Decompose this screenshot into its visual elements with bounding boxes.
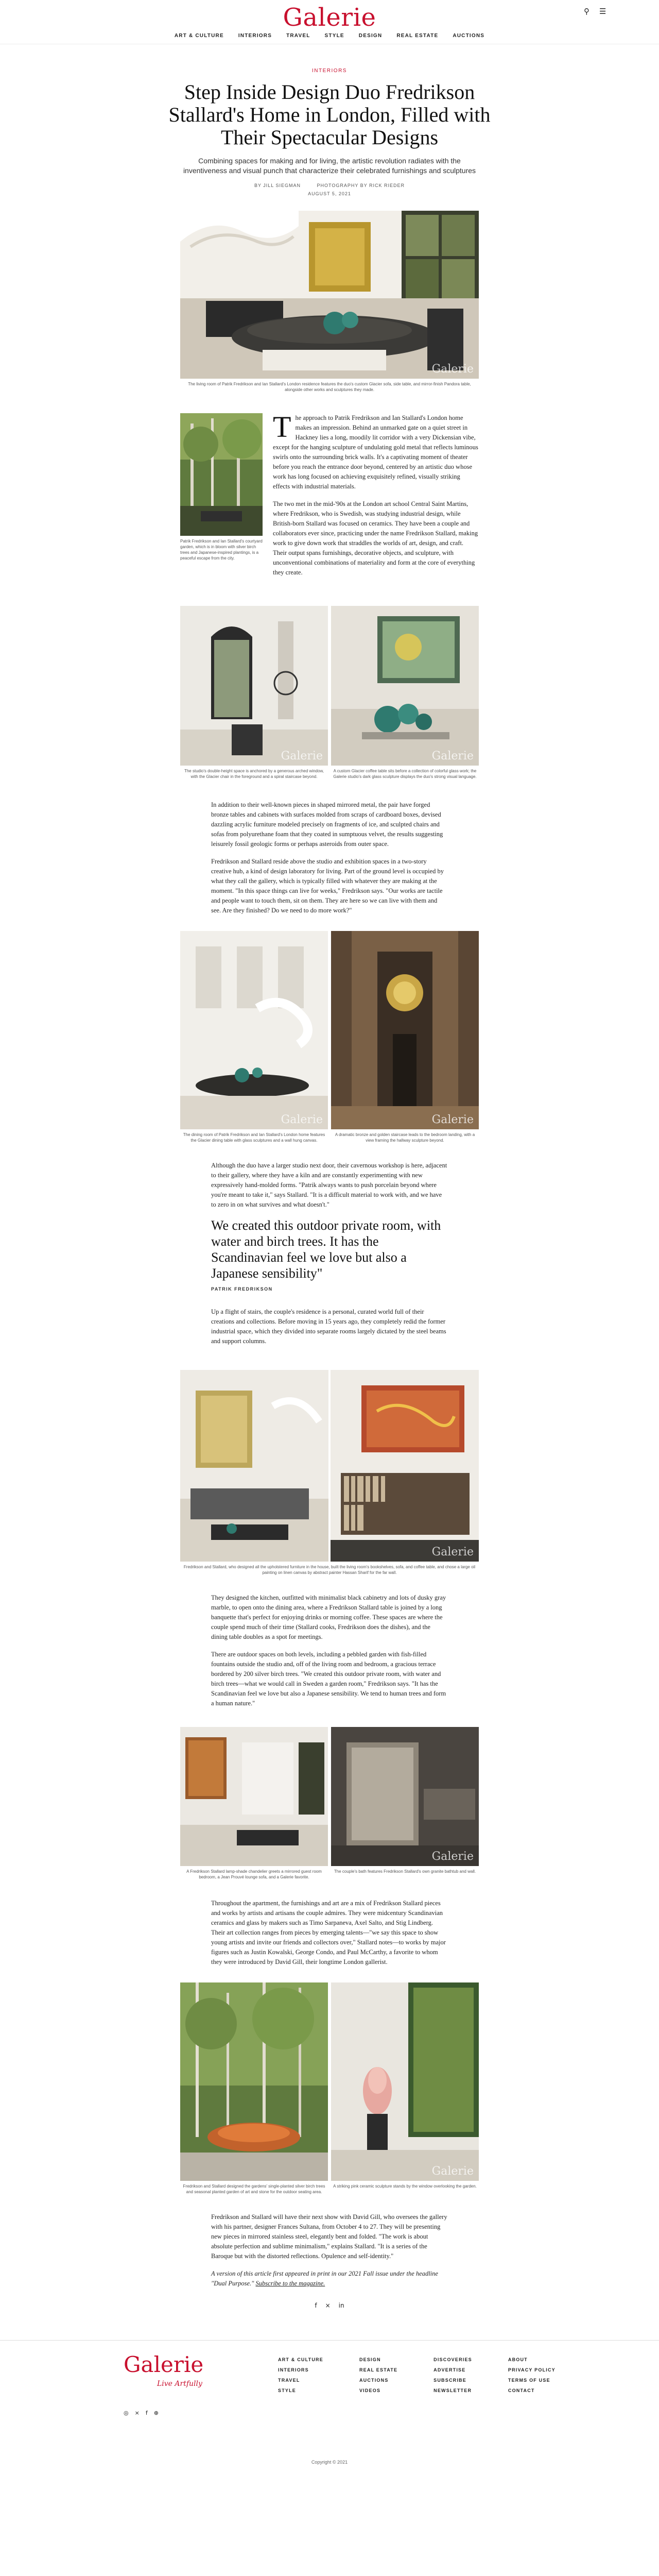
subscribe-link[interactable]: Subscribe to the magazine. xyxy=(255,2280,325,2287)
pair3-right-caption: The couple's bath features Fredrikson Stallard's own granite bathtub and wall. xyxy=(334,1869,476,1874)
watermark: Galerie xyxy=(281,1113,323,1126)
hero-caption: The living room of Patrik Fredrikson and Ian Stallard's London residence features the duo's custom Glacier sofa, side table, and mirror-finish Pandora table, alongside other works and sculptures they made. xyxy=(188,382,471,392)
x-share-icon[interactable]: × xyxy=(325,2302,331,2309)
instagram-icon[interactable]: ◎ xyxy=(124,2410,129,2416)
footer-link[interactable]: AUCTIONS xyxy=(359,2378,389,2383)
copyright: Copyright © 2021 xyxy=(311,2460,348,2465)
pair1-left-caption: The studio's double-height space is anchored by a generous arched window, with the Glacier chair in the foreground and a spiral staircase beyond. xyxy=(184,769,324,779)
paragraph-5: Although the duo have a larger studio next door, their cavernous workshop is here, adjacent to their gallery, where they have a kiln and are constantly experimenting with new expressively hand-molded forms. "Patrik always wants to push porcelain beyond where you're meant to take it," says Stallard. "It is a difficult material to work with, and we have to zero in on what survives and what doesn't." xyxy=(211,1162,447,1208)
image-pair-1 xyxy=(180,606,479,779)
pair3-left-caption: A Fredrikson Stallard lamp-shade chandelier greets a mirrored guest room bedroom, a Jean Prouvé lounge sofa, and a Galerie favorite. xyxy=(186,1869,322,1879)
image-pair-2 xyxy=(180,931,479,1143)
living-room-figure xyxy=(180,1370,479,1575)
watermark: Galerie xyxy=(431,1850,474,1863)
image-pair-4 xyxy=(180,1982,479,2195)
hallway-image xyxy=(331,931,479,1129)
paragraph-8: There are outdoor spaces on both levels, including a pebbled garden with fish-filled fountains outside the studio and, off of the living room and bedroom, a gracious terrace bordered by 200 silver birch trees. "We created this outdoor private room, with water and birch trees—what we would call in Sweden a garden room," Fredrikson says. "It has the Scandinavian feel we love but also a Japanese sensibility. We tend to human trees and form a human nature." xyxy=(211,1651,446,1707)
nav-auctions[interactable]: AUCTIONS xyxy=(453,33,485,39)
nav-design[interactable]: DESIGN xyxy=(358,33,383,39)
dining-illustration xyxy=(180,931,328,1129)
nav-real-estate[interactable]: REAL ESTATE xyxy=(396,33,439,39)
footer-link[interactable]: REAL ESTATE xyxy=(359,2367,398,2372)
footer-link[interactable]: VIDEOS xyxy=(359,2388,381,2393)
watermark: Galerie xyxy=(431,2165,474,2178)
site-header xyxy=(0,0,659,44)
facebook-share-icon[interactable]: f xyxy=(315,2302,317,2309)
byline-photographer: PHOTOGRAPHY BY RICK RIEDER xyxy=(317,183,405,188)
print-note: A version of this article first appeared in print in our 2021 Fall issue under the headline "Dual Purpose." Subscribe to the magazine. xyxy=(211,2270,438,2287)
paragraph-9: Throughout the apartment, the furnishings and art are a mix of Fredrikson Stallard pieces and works by artists and artisans the couple admires. They were midcentury Scandinavian ceramics and glass by makers such as Timo Sarpaneva, Axel Salto, and Stig Lindberg. Their art collection ranges from pieces by emerging talents—"we say this space to show young artists and invite our friends and collectors over," Stallard notes—to works by major figures such as Justin Kowalski, George Condo, and Paul McCarthy, a favorite to whom they were introduced by David Gill, their longtime London gallerist. xyxy=(211,1900,446,1965)
hero-image xyxy=(180,211,479,379)
body-section-3 xyxy=(211,1307,448,1346)
share-bar xyxy=(0,2301,659,2310)
byline-author[interactable]: BY JILL SIEGMAN xyxy=(254,183,301,188)
watermark: Galerie xyxy=(431,363,474,376)
terrace-image xyxy=(180,1982,328,2181)
body-section-4 xyxy=(211,1593,448,1708)
image-pair-3 xyxy=(180,1727,479,1880)
hallway-illustration xyxy=(331,931,479,1129)
library-illustration xyxy=(331,1370,479,1562)
coffee-table-illustration xyxy=(331,606,479,766)
garden-illustration xyxy=(180,413,263,536)
paragraph-3: In addition to their well-known pieces in shaped mirrored metal, the pair have forged bronze tables and cabinets with surfaces molded from scraps of cardboard boxes, devised dazzling acrylic furniture modeled precisely on fragments of ice, and sculpted chairs and sofas from polyurethane foam that they coated in sumptuous velvet, the results suggesting leisurely fossil geologic forms or perhaps asteroids from outer space. xyxy=(211,801,443,848)
pinterest-icon[interactable]: ⊕ xyxy=(153,2410,159,2416)
paragraph-6: Up a flight of stairs, the couple's residence is a personal, curated world full of their creations and collections. Before moving in 15 years ago, they completely redid the former industrial space, which they divided into separate rooms largely dictated by the steel beams and support columns. xyxy=(211,1308,446,1345)
footer-col-3 xyxy=(433,2357,472,2398)
footer-logo[interactable]: Galerie xyxy=(124,2352,204,2377)
article-title: Step Inside Design Duo Fredrikson Stallard's Home in London, Filled with Their Spectacular Designs xyxy=(168,80,491,149)
publish-date: AUGUST 5, 2021 xyxy=(308,191,351,196)
guest-room-illustration xyxy=(180,1727,328,1866)
pair1-right-caption: A custom Glacier coffee table sits before a collection of colorful glass work; the Galerie studio's dark glass sculpture displays the duo's strong visual language. xyxy=(333,769,477,779)
article-kicker[interactable]: INTERIORS xyxy=(312,68,347,74)
coffee-table-image xyxy=(331,606,479,766)
paragraph-10: Fredrikson and Stallard will have their next show with David Gill, who oversees the gallery with his partner, designer Frances Sultana, from October 4 to 27. They will be presenting new pieces in mirrored stainless steel, elegantly bent and folded. "The work is about absolute perfection and sublime minimalism," explains Stallard. "It is a series of the Baroque but with the distorted reflections. Opulence and self-identity." xyxy=(211,2213,447,2260)
footer-link[interactable]: TRAVEL xyxy=(278,2378,300,2383)
opening-section xyxy=(180,410,479,585)
footer-link[interactable]: SUBSCRIBE xyxy=(433,2378,466,2383)
pair2-right-caption: A dramatic bronze and golden staircase leads to the bedroom landing, with a view framing the hallway sculpture beyond. xyxy=(335,1132,475,1143)
footer-social xyxy=(124,2410,159,2416)
paragraph-2: The two met in the mid-'90s at the London art school Central Saint Martins, where Fredrikson, who is Swedish, was studying industrial design, while British-born Stallard was focused on ceramics. They have been a couple and collaborators ever since, practicing under the name Fredrikson Stallard, making work to give down work that straddles the worlds of art, design, and craft. Their output spans furnishings, decorative objects, and sculpture, with unconventional combinations of materiality and form at the core of everything they create. xyxy=(273,500,478,576)
footer-link[interactable]: DISCOVERIES xyxy=(433,2357,472,2362)
menu-icon[interactable]: ☰ xyxy=(599,7,606,16)
footer-link[interactable]: DESIGN xyxy=(359,2357,381,2362)
footer-link[interactable]: NEWSLETTER xyxy=(433,2388,472,2393)
guest-room-image xyxy=(180,1727,328,1866)
garden-caption: Patrik Fredrikson and Ian Stallard's courtyard garden, which is in bloom with silver birch trees and Japanese-inspired plantings, is a peaceful escape from the city. xyxy=(180,539,263,561)
hero-illustration xyxy=(180,211,479,379)
paragraph-1: The approach to Patrik Fredrikson and Ian Stallard's London home makes an impression. Behind an unmarked gate on a quiet street in Hackney lies a long, moodily lit corridor with a very Dickensian vibe, except for the hanging sculpture of undulating gold metal that reflects luminous swirls onto the surrounding brick walls. It's a captivating moment of theater before you reach the entrance door beyond, centered by an artistic duo whose work has long focused on achieving exquisitely refined, visually striking effects with industrial materials. xyxy=(273,410,478,490)
main-nav xyxy=(0,33,659,39)
living-room-image xyxy=(180,1370,328,1562)
body-section-2 xyxy=(211,1161,448,1210)
pair4-right-caption: A striking pink ceramic sculpture stands by the window overlooking the garden. xyxy=(333,2184,477,2189)
footer-tagline: Live Artfully xyxy=(157,2380,202,2388)
site-footer xyxy=(0,2340,659,2474)
living-room-illustration xyxy=(180,1370,328,1562)
watermark: Galerie xyxy=(431,1113,474,1126)
site-logo[interactable]: Galerie xyxy=(283,3,376,32)
living-room-caption: Fredrikson and Stallard, who designed all the upholstered furniture in the house, built the living room's bookshelves, sofa, and coffee table, and chose a large oil painting on linen canvas by abstract painter Hassan Sharif for the far wall. xyxy=(183,1565,476,1575)
pair2-left-caption: The dining room of Patrik Fredrikson and Ian Stallard's London home features the Glacier dining table with glass sculptures and a wall hung canvas. xyxy=(183,1132,325,1143)
body-section-1 xyxy=(211,800,448,916)
footer-link[interactable]: PRIVACY POLICY xyxy=(508,2367,556,2372)
search-icon[interactable]: ⚲ xyxy=(584,7,589,16)
sculpture-window-illustration xyxy=(331,1982,479,2181)
footer-col-2 xyxy=(359,2357,397,2398)
nav-interiors[interactable]: INTERIORS xyxy=(238,33,272,39)
footer-link[interactable]: ABOUT xyxy=(508,2357,528,2362)
linkedin-share-icon[interactable]: in xyxy=(338,2302,344,2309)
footer-col-1 xyxy=(278,2357,323,2398)
nav-style[interactable]: STYLE xyxy=(324,33,344,39)
sculpture-window-image xyxy=(331,1982,479,2181)
pull-quote: We created this outdoor private room, with water and birch trees. It has the Scandinavian feel we love but also a Japanese sensibility" xyxy=(211,1218,441,1281)
footer-link[interactable]: ART & CULTURE xyxy=(278,2357,323,2362)
nav-travel[interactable]: TRAVEL xyxy=(286,33,310,39)
footer-link[interactable]: STYLE xyxy=(278,2388,297,2393)
dining-image xyxy=(180,931,328,1129)
watermark: Galerie xyxy=(281,750,323,762)
watermark: Galerie xyxy=(431,750,474,762)
facebook-icon[interactable]: f xyxy=(145,2410,148,2416)
studio-image xyxy=(180,606,328,766)
x-icon[interactable]: × xyxy=(134,2410,140,2416)
hero-figure xyxy=(180,211,479,393)
footer-link[interactable]: CONTACT xyxy=(508,2388,535,2393)
body-section-5 xyxy=(211,1899,448,1967)
pull-quote-attribution: PATRIK FREDRIKSON xyxy=(211,1286,273,1292)
terrace-illustration xyxy=(180,1982,328,2181)
article-dek: Combining spaces for making and for living, the artistic revolution radiates with the inventiveness and visual punch that characterize their celebrated furnishings and sculptures xyxy=(183,157,476,175)
garden-image xyxy=(180,413,263,536)
paragraph-7: They designed the kitchen, outfitted with minimalist black cabinetry and lots of dusky gray marble, to open onto the dining area, where a Fredrikson Stallard table is joined by a long banquette that's perfect for enjoying drinks or morning coffee. These spaces are where the couple spend much of their time (Stallard cooks, Fredrikson does the dishes), and the dining table doubles as a spot for meetings. xyxy=(211,1594,446,1640)
footer-col-4 xyxy=(508,2357,556,2398)
drop-cap: T xyxy=(273,410,291,444)
footer-link[interactable]: INTERIORS xyxy=(278,2367,309,2372)
bathroom-illustration xyxy=(331,1727,479,1866)
byline xyxy=(0,183,659,188)
nav-art-culture[interactable]: ART & CULTURE xyxy=(174,33,224,39)
watermark: Galerie xyxy=(431,1546,474,1558)
body-section-6 xyxy=(211,2212,448,2289)
paragraph-4: Fredrikson and Stallard reside above the studio and exhibition spaces in a two-story creative hub, a kind of design laboratory for living. Part of the ground level is occupied by what they call the gallery, which is typically filled with whatever they are making at the moment. "In this space things can live for weeks," Fredrikson says. "Our works are tactile and people want to touch them, sit on them. They are here so we can live with them and see. Are they finished? Do we need to do more work?" xyxy=(211,858,444,914)
footer-link[interactable]: ADVERTISE xyxy=(433,2367,466,2372)
library-image xyxy=(331,1370,479,1562)
bathroom-image xyxy=(331,1727,479,1866)
studio-illustration xyxy=(180,606,328,766)
footer-link[interactable]: TERMS OF USE xyxy=(508,2378,550,2383)
pair4-left-caption: Fredrikson and Stallard designed the gardens' single-planted silver birch trees and seasonal planted garden of art and stone for the outdoor seating area. xyxy=(183,2184,325,2194)
